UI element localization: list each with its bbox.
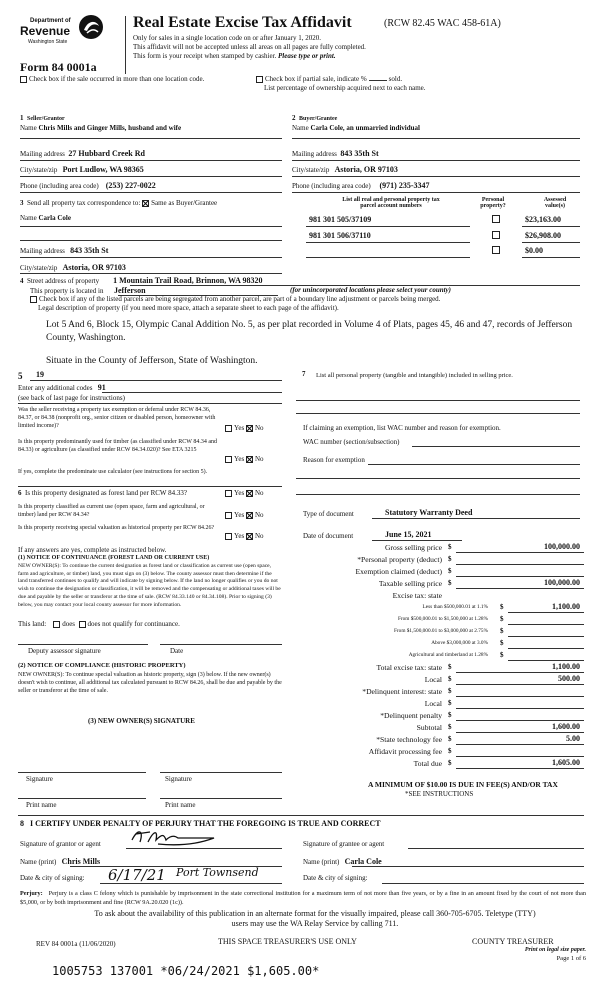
grantor-name-row[interactable]: Name (print) Chris Mills (20, 857, 101, 866)
form-rcw: (RCW 82.45 WAC 458-61A) (384, 18, 501, 29)
tax-line-rule (456, 756, 584, 757)
tax-line-dollar: $ (448, 723, 452, 731)
situate-text[interactable]: Situate in the County of Jefferson, State of Washington. (46, 356, 258, 366)
tax-line (296, 711, 584, 721)
tax-line-label: Local (424, 699, 442, 708)
tax-line-label: From $1,500,000.01 to $3,000,000 at 2.75% (393, 628, 488, 634)
tax-line-dollar: $ (448, 567, 452, 575)
tax-line (296, 735, 584, 745)
street-address-row[interactable]: 4 Street address of property 1 Mountain Trail Road, Brinnon, WA 98320 (20, 276, 263, 285)
county-select[interactable]: Jefferson (113, 286, 146, 295)
assessed-value-3[interactable]: $0.00 (525, 246, 543, 255)
tax-line-rule (456, 696, 584, 697)
see-back-note: (see back of last page for instructions) (18, 394, 125, 402)
seller-phone-row[interactable]: Phone (including area code) (253) 227-0022 (20, 181, 156, 190)
tax-line-label: Taxable selling price (378, 579, 442, 588)
buyer-section: 2 Buyer/Grantee (292, 114, 338, 122)
personal-checkbox-3[interactable] (492, 246, 500, 254)
tax-line-label: *Delinquent penalty (380, 711, 442, 720)
see-instructions-note: *SEE INSTRUCTIONS (405, 790, 474, 798)
doc-type-value[interactable]: Statutory Warranty Deed (385, 508, 473, 517)
ownership-pct-note: List percentage of ownership acquired next to each name. (264, 84, 426, 92)
doc-date-label: Date of document (303, 532, 354, 540)
tax-line-rule (508, 636, 584, 637)
legal-description[interactable]: Lot 5 And 6, Block 15, Olympic Canal Addition No. 5, as per plat recorded in Volume 4 of Plats, pages 45, 46 and 47, records of Jefferson County, Washington. (46, 320, 573, 343)
wac-label: WAC number (section/subsection) (303, 438, 400, 446)
tax-line (296, 639, 584, 649)
tax-line-rule (508, 624, 584, 625)
sec6-q1-answer[interactable]: Yes No (225, 489, 264, 497)
sec5-q2: Is this property predominantly used for timber (as classified under RCW 84.34 and 84.33) or agriculture (as classified under RCW 84.34.020)? See ETA 3215 (18, 439, 218, 453)
grantor-date-label: Date & city of signing: (20, 874, 85, 882)
buyer-mail-row[interactable]: Mailing address 843 35th St (292, 149, 379, 158)
tax-line-dollar: $ (448, 555, 452, 563)
tax-line-label: Subtotal (416, 723, 442, 732)
tax-line-dollar: $ (500, 651, 504, 659)
tax-line-dollar: $ (448, 699, 452, 707)
tax-line (296, 723, 584, 733)
segregated-checkbox[interactable] (30, 296, 37, 303)
tax-line-dollar: $ (448, 711, 452, 719)
tax-line-rule (456, 684, 584, 685)
tax-line-label: From $500,000.01 to $1,500,000 at 1.28% (397, 616, 488, 622)
parcel-header: List all real and personal property tax parcel account numbers (342, 197, 440, 209)
sec7-num: 7 (302, 370, 306, 378)
grantor-signature[interactable] (128, 826, 218, 848)
parcel-number-1[interactable]: 981 301 505/37109 (309, 215, 372, 224)
tax-line (296, 675, 584, 685)
assessed-header: Assessed value(s) (543, 197, 567, 209)
sec5-q1: Was the seller receiving a property tax exemption or deferral under RCW 84.36, 84.37, or 84.38 (nonprofit org., senior citizen or disabled person, homeowner with limited income)? (18, 407, 216, 429)
additional-codes-row[interactable]: Enter any additional codes 91 (18, 383, 106, 392)
personal-checkbox-2[interactable] (492, 231, 500, 239)
corr-name-row[interactable]: Name Carla Cole (20, 214, 71, 222)
sec5-num: 5 (18, 371, 23, 381)
form-revision: REV 84 0001a (11/06/2020) (36, 940, 116, 948)
tax-line-rule (456, 744, 584, 745)
tax-line (296, 747, 584, 757)
same-as-buyer-checkbox[interactable] (142, 200, 149, 207)
tax-line-rule (456, 576, 584, 577)
partial-sale-checkbox[interactable] (256, 76, 263, 83)
tax-line-label: Gross selling price (385, 543, 442, 552)
sec5-q2-answer[interactable]: Yes No (225, 455, 264, 463)
tax-line-label: Total excise tax: state (376, 663, 442, 672)
revenue-logo (20, 18, 105, 48)
revenue-logo-icon (78, 14, 104, 40)
sec6-q2-answer[interactable]: Yes No (225, 511, 264, 519)
treasurer-use-note: THIS SPACE TREASURER'S USE ONLY (218, 937, 357, 946)
grantee-name-row[interactable]: Name (print) Carla Cole (303, 857, 382, 866)
logo-revenue: Revenue (20, 24, 71, 38)
does-qualify-checkbox[interactable] (53, 621, 60, 628)
page-number: Page 1 of 6 (556, 955, 586, 962)
tax-line-dollar: $ (500, 639, 504, 647)
tax-line (296, 579, 584, 589)
tax-line-dollar: $ (500, 615, 504, 623)
tax-line-value[interactable]: 1,100.00 (552, 662, 580, 671)
logo-state: Washington State (28, 39, 68, 45)
tax-line-label: *Personal property (deduct) (357, 555, 442, 564)
multi-location-checkbox[interactable] (20, 76, 27, 83)
form-title: Real Estate Excise Tax Affidavit (133, 14, 352, 31)
grantor-signing-city[interactable]: Port Townsend (176, 866, 259, 879)
tax-line-value[interactable]: 1,100.00 (552, 602, 580, 611)
reason-label: Reason for exemption (303, 456, 365, 464)
tax-line-value[interactable]: 100,000.00 (544, 578, 580, 587)
sec6-q2: Is this property classified as current use (open space, farm and agricultural, or timber) land per RCW 84.34? (18, 504, 205, 518)
tax-line (296, 663, 584, 673)
seller-name-row[interactable]: Name Chris Mills and Ginger Mills, husband and wife (20, 124, 182, 132)
parcel-number-2[interactable]: 981 301 506/37110 (309, 231, 371, 240)
tax-line-rule (456, 708, 584, 709)
tax-line-label: Affidavit processing fee (368, 747, 442, 756)
sec5-q3: If yes, complete the predominate use calculator (see instructions for section 5). (18, 469, 208, 475)
owner-signature-heading: (3) NEW OWNER(S) SIGNATURE (88, 717, 195, 725)
seller-city-row[interactable]: City/state/zip Port Ludlow, WA 98365 (20, 165, 144, 174)
tax-line-dollar: $ (500, 603, 504, 611)
owner-sig-2-label: Signature (165, 775, 192, 783)
tax-line (296, 555, 584, 565)
grantor-signing-date[interactable]: 6/17/21 (108, 866, 166, 884)
sec6-q3-answer[interactable]: Yes No (225, 532, 264, 540)
header-note-3: This form is your receipt when stamped by cashier. Please type or print. (133, 52, 336, 60)
continuance-heading: (1) NOTICE OF CONTINUANCE (FOREST LAND OR CURRENT USE) (18, 555, 210, 561)
tax-line-label: Agricultural and timberland at 1.28% (408, 652, 488, 658)
header-note-1: Only for sales in a single location code on or after January 1, 2020. (133, 34, 321, 42)
tax-line-dollar: $ (448, 675, 452, 683)
tax-line-rule (456, 720, 584, 721)
compliance-text: NEW OWNER(S): To continue special valuation as historic property, sign (3) below. If the new owner(s) doesn't wish to continue, all additional tax calculated pursuant to RCW 84.26, shall be due and payable by the seller or transferor at the time of sale. (18, 672, 282, 694)
tax-line (296, 567, 584, 577)
deputy-date-label: Date (170, 647, 184, 655)
tax-line-dollar: $ (448, 687, 452, 695)
tax-line-value[interactable]: 100,000.00 (544, 542, 580, 551)
tax-line-rule (508, 612, 584, 613)
buyer-city-row[interactable]: City/state/zip Astoria, OR 97103 (292, 165, 398, 174)
tax-line-dollar: $ (448, 759, 452, 767)
form-number: Form 84 0001a (20, 60, 97, 74)
continuance-text: NEW OWNER(S): To continue the current designation as forest land or classification as current use (open space, farm and agriculture, or timber) land, you must sign on (3) below. The county assessor must then determine if the land transferred continues to qualify and will indicate by signing below. If the land no longer qualifies or you do not wish to continue the designation or classification, it will be removed and the compensating or additional taxes will be due and payable by the seller or transferor at the time of sale. (RCW 84.33.140 or 84.34.108). Prior to signing (3) below, you may contact your local county assessor for more information. (18, 563, 281, 608)
seller-name[interactable]: Chris Mills and Ginger Mills, husband and wife (38, 124, 182, 132)
tax-line-value[interactable]: 1,600.00 (552, 722, 580, 731)
seller-section: 1 Seller/Grantor (20, 114, 65, 122)
tax-line-rule (456, 564, 584, 565)
tax-line-dollar: $ (448, 663, 452, 671)
owner-print-2-label: Print name (165, 801, 196, 809)
tax-line-label: Local (424, 675, 442, 684)
located-row[interactable]: This property is located in Jefferson (30, 286, 146, 295)
tax-line-value[interactable]: 500.00 (558, 674, 580, 683)
tax-line-rule (456, 732, 584, 733)
sec6-q1-row[interactable]: 6 Is this property designated as forest land per RCW 84.33? (18, 489, 188, 497)
exemption-note: If claiming an exemption, list WAC number and reason for exemption. (303, 424, 501, 432)
tax-line-value[interactable]: 5.00 (566, 734, 580, 743)
tax-line-dollar: $ (448, 579, 452, 587)
owner-sig-1-label: Signature (26, 775, 53, 783)
grantor-sig-label: Signature of grantor or agent (20, 840, 101, 848)
header-note-2: This affidavit will not be accepted unless all areas on all pages are fully completed. (133, 43, 366, 51)
corr-mail-row[interactable]: Mailing address 843 35th St (20, 246, 109, 255)
tax-line (296, 543, 584, 553)
this-land-row[interactable]: This land: does does not qualify for continuance. (18, 620, 180, 628)
tax-line-label: Above $3,000,000 at 3.0% (431, 640, 488, 646)
tax-line-dollar: $ (448, 747, 452, 755)
tax-line (296, 591, 584, 601)
tax-line-label: Less than $500,000.01 at 1.1% (422, 604, 488, 610)
tax-line (296, 615, 584, 625)
sec5-q1-answer[interactable]: Yes No (225, 424, 264, 432)
tax-line (296, 759, 584, 769)
county-treasurer: COUNTY TREASURER (472, 937, 554, 946)
sec7-text: List all personal property (tangible and intangible) included in selling price. (316, 372, 513, 379)
legal-desc-label: Legal description of property (if you need more space, attach a separate sheet to each page of the affidavit). (38, 304, 339, 312)
partial-sale-check[interactable]: Check box if partial sale, indicate % sold. (256, 75, 402, 83)
cashier-stamp: 1005753 137001 *06/24/2021 $1,605.00* (52, 964, 320, 978)
tax-line-dollar: $ (500, 627, 504, 635)
seller-mail-row[interactable]: Mailing address 27 Hubbard Creek Rd (20, 149, 145, 158)
tax-line-label: Exemption claimed (deduct) (355, 567, 442, 576)
deputy-sig-label: Deputy assessor signature (28, 647, 101, 655)
owner-print-1-label: Print name (26, 801, 57, 809)
if-yes-note: If any answers are yes, complete as instructed below. (18, 546, 167, 554)
perjury-note: Perjury: Perjury is a class C felony which is punishable by imprisonment in the state correctional institution for a maximum term of not more than five years, or by a fine in an amount fixed by the court of not more than $5,000, or by both imprisonment and fine (RCW 9A.20.020 (1c)). (20, 890, 586, 906)
buyer-phone-row[interactable]: Phone (including area code) (971) 235-3347 (292, 181, 430, 190)
tax-line-label: *Delinquent interest: state (362, 687, 442, 696)
tax-line (296, 603, 584, 613)
tax-line (296, 627, 584, 637)
legal-paper-note: Print on legal size paper. (524, 947, 586, 953)
does-not-qualify-checkbox[interactable] (79, 621, 86, 628)
tax-line (296, 651, 584, 661)
tax-line-value[interactable]: 1,605.00 (552, 758, 580, 767)
tax-line-dollar: $ (448, 735, 452, 743)
tax-line-label: Total due (413, 759, 442, 768)
multi-location-check[interactable]: Check box if the sale occurred in more than one location code. (20, 75, 204, 83)
tax-line-label: Excise tax: state (392, 591, 442, 600)
tax-line-label: *State technology fee (376, 735, 442, 744)
minimum-due-note: A MINIMUM OF $10.00 IS DUE IN FEE(S) AND/OR TAX (368, 780, 558, 789)
sec6-q3: Is this property receiving special valuation as historical property per RCW 84.26? (18, 525, 215, 531)
assessed-value-2[interactable]: $26,908.00 (525, 231, 561, 240)
grantee-sig-label: Signature of grantee or agent (303, 840, 385, 848)
doc-type-label: Type of document (303, 510, 354, 518)
tax-line-rule (456, 672, 584, 673)
street-address[interactable]: 1 Mountain Trail Road, Brinnon, WA 98320 (113, 276, 263, 285)
segregated-row[interactable]: Check box if any of the listed parcels are being segregated from another parcel, are part of a boundary line adjustment or parcels being merged. (30, 295, 440, 303)
tax-line (296, 699, 584, 709)
assessed-value-1[interactable]: $23,163.00 (525, 215, 561, 224)
grantee-date-label: Date & city of signing: (303, 874, 368, 882)
tax-line-dollar: $ (448, 543, 452, 551)
buyer-name[interactable]: Carla Cole, an unmarried individual (310, 124, 420, 132)
tax-line-rule (508, 648, 584, 649)
alt-format-note: To ask about the availability of this publication in an alternate format for the visually impaired, please call 360-705-6705. Teletype (TTY) users may use the WA Relay Service by calling 711. (94, 909, 536, 928)
buyer-name-row[interactable]: Name Carla Cole, an unmarried individual (292, 124, 420, 132)
tax-correspondence-row[interactable]: 3 Send all property tax correspondence to: Same as Buyer/Grantee (20, 199, 218, 207)
compliance-heading: (2) NOTICE OF COMPLIANCE (HISTORIC PROPERTY) (18, 662, 186, 669)
personal-checkbox-1[interactable] (492, 215, 500, 223)
doc-date-value[interactable]: June 15, 2021 (385, 530, 432, 539)
tax-line-rule (508, 660, 584, 661)
logo-dept: Department of (30, 18, 71, 24)
tax-line-rule (456, 552, 584, 553)
tax-line-rule (456, 768, 584, 769)
use-code[interactable]: 19 (36, 370, 44, 379)
tax-line-rule (456, 588, 584, 589)
personal-header: Personal property? (480, 197, 506, 209)
tax-line (296, 687, 584, 697)
unincorp-note: (for unincorporated locations please select your county) (290, 286, 451, 294)
corr-city-row[interactable]: City/state/zip Astoria, OR 97103 (20, 263, 126, 272)
certify-statement: 8 I CERTIFY UNDER PENALTY OF PERJURY THAT THE FOREGOING IS TRUE AND CORRECT (20, 819, 381, 828)
